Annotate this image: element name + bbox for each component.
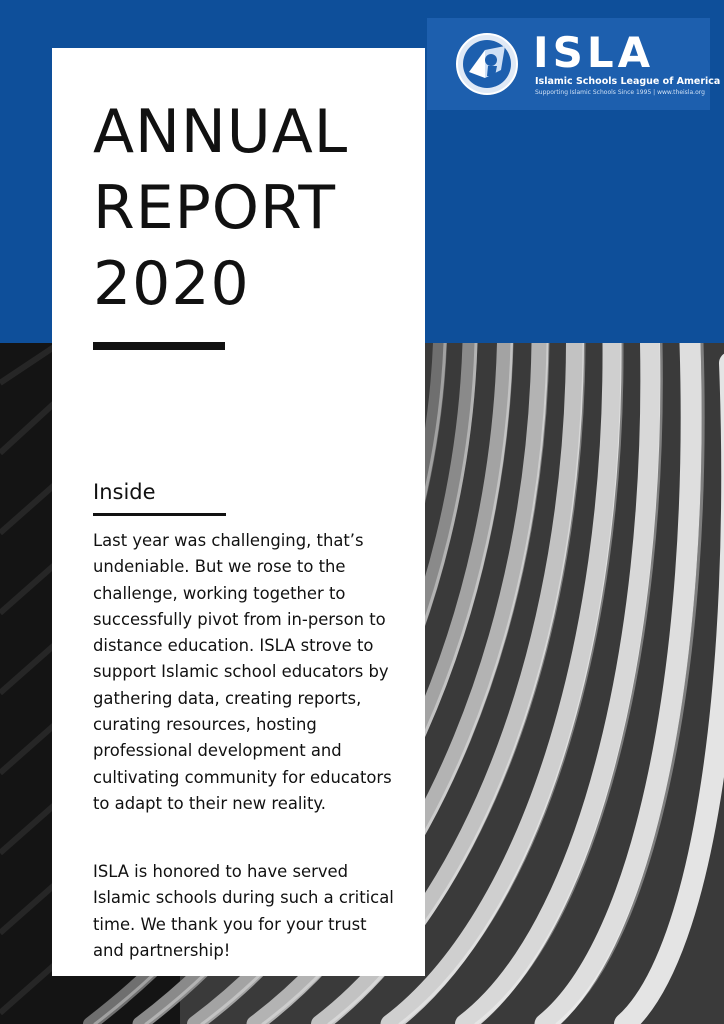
- logo-title: ISLA: [533, 28, 655, 77]
- intro-paragraph: Last year was challenging, that’s undeniable. But we rose to the challenge, working together to successfully pivot from in-person to distance education. ISLA strove to support Islamic school educators by gathering data, creating reports, curating resources, hosting professional development and cultivating community for educators to adapt to their new reality.: [93, 531, 392, 813]
- title-underline: [93, 342, 225, 350]
- report-card: [52, 48, 425, 976]
- title-line-report: REPORT: [93, 173, 336, 243]
- isla-logo: [427, 18, 721, 110]
- thanks-paragraph: ISLA is honored to have served Islamic schools during such a critical time. We thank you for your trust and partnership!: [93, 862, 394, 960]
- report-title: [93, 94, 348, 322]
- title-line-annual: ANNUAL: [93, 97, 349, 167]
- title-line-year: 2020: [93, 249, 250, 319]
- logo-subtitle: Islamic Schools League of America: [535, 76, 721, 87]
- book-emblem-icon: [455, 32, 519, 96]
- logo-tagline: Supporting Islamic Schools Since 1995 | www.theisla.org: [535, 89, 705, 96]
- inside-heading: Inside: [93, 480, 156, 504]
- inside-underline: [93, 513, 226, 516]
